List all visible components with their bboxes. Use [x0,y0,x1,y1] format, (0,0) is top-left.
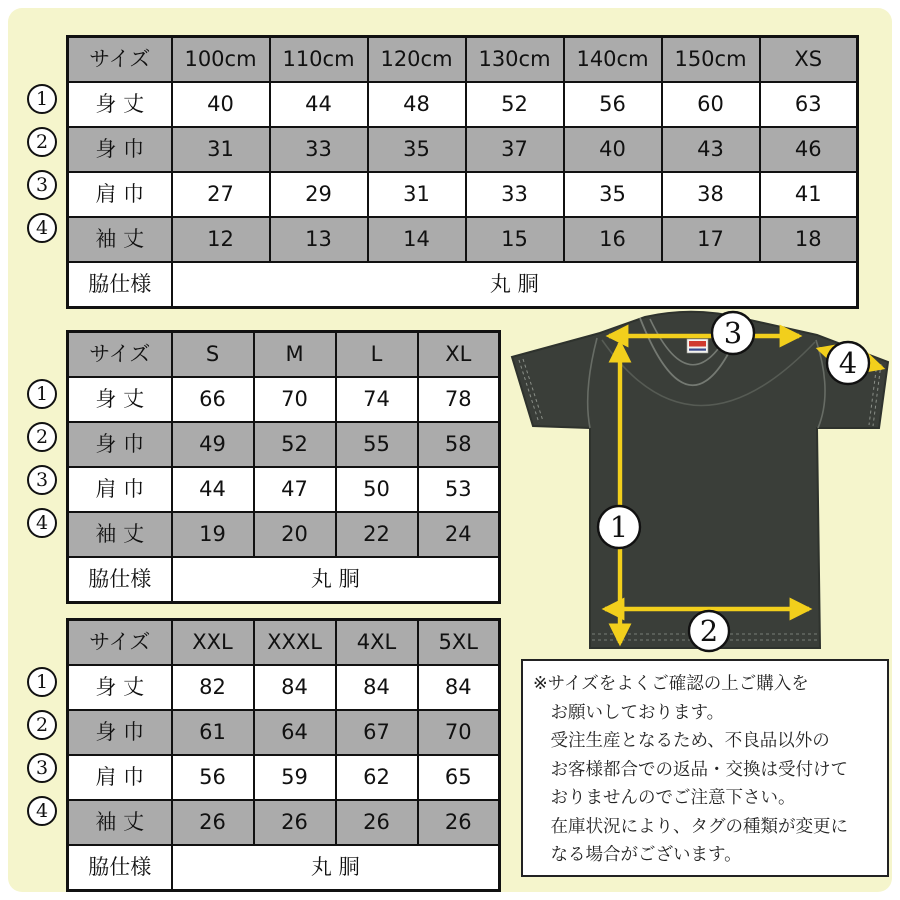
measurement-cell: 35 [564,172,662,217]
size-column-header: XL [418,332,500,378]
svg-text:4: 4 [838,346,858,380]
row-label: 袖 丈 [68,800,172,845]
measurement-cell: 74 [336,377,418,422]
svg-text:3: 3 [723,316,743,350]
circled-number-1: 1 [27,84,57,114]
measurement-cell: 48 [368,82,466,127]
table-row [68,172,858,217]
circled-number-4: 4 [27,213,57,243]
measurement-cell: 64 [254,710,336,755]
table-row [68,82,858,127]
badge-body-length [598,506,640,548]
footer-value: 丸 胴 [172,262,858,308]
big-sizes-table [66,618,501,892]
circled-number-2: 2 [27,710,57,740]
table-footer-row [68,845,500,891]
measurement-cell: 65 [418,755,500,800]
footer-label: 脇仕様 [68,845,172,891]
measurement-cell: 38 [662,172,760,217]
circled-number-1: 1 [27,667,57,697]
table-row [68,665,500,710]
measurement-cell: 29 [270,172,368,217]
measurement-cell: 50 [336,467,418,512]
measurement-cell: 70 [418,710,500,755]
collar-tag-icon [687,339,708,353]
table-row [68,217,858,262]
size-column-header: 140cm [564,37,662,83]
table-row [68,127,858,172]
measurement-cell: 44 [270,82,368,127]
measurement-cell: 53 [418,467,500,512]
measurement-cell: 63 [760,82,858,127]
measurement-cell: 49 [172,422,254,467]
circled-number-1: 1 [27,379,57,409]
size-column-header: 130cm [466,37,564,83]
measurement-cell: 15 [466,217,564,262]
big-size-table-block [35,618,501,892]
size-column-header: 4XL [336,620,418,666]
measurement-cell: 26 [336,800,418,845]
size-column-header: S [172,332,254,378]
measurement-cell: 46 [760,127,858,172]
kids-size-table-block [35,35,859,309]
circled-number-4: 4 [27,508,57,538]
table-row [68,800,500,845]
badge-body-width [689,611,729,651]
circled-number-2: 2 [27,127,57,157]
measurement-cell: 16 [564,217,662,262]
measurement-cell: 22 [336,512,418,557]
row-label: 肩 巾 [68,755,172,800]
measurement-cell: 19 [172,512,254,557]
purchase-notice-box [521,659,889,877]
size-column-header: M [254,332,336,378]
notice-line: お客様都合での返品・交換は受付けて [550,759,848,780]
badge-shoulder-width [712,312,754,354]
measurement-cell: 56 [564,82,662,127]
footer-value: 丸 胴 [172,845,500,891]
measurement-cell: 40 [172,82,270,127]
measurement-cell: 43 [662,127,760,172]
table-row [68,755,500,800]
measurement-cell: 31 [172,127,270,172]
measurement-cell: 31 [368,172,466,217]
measurement-cell: 35 [368,127,466,172]
notice-line: ※サイズをよくご確認の上ご購入を [533,674,809,694]
notice-line: 在庫状況により、タグの種類が変更に [550,816,848,837]
size-column-header: XS [760,37,858,83]
measurement-cell: 82 [172,665,254,710]
table-row [68,710,500,755]
measurement-cell: 62 [336,755,418,800]
row-label: 身 丈 [68,665,172,710]
size-column-header: XXL [172,620,254,666]
notice-line: お願いしております。 [550,702,725,723]
measurement-cell: 26 [254,800,336,845]
row-label: 袖 丈 [68,217,172,262]
measurement-cell: 33 [270,127,368,172]
table-row [68,512,500,557]
measurement-cell: 44 [172,467,254,512]
row-label: 身 巾 [68,422,172,467]
measurement-cell: 60 [662,82,760,127]
measurement-cell: 17 [662,217,760,262]
measurement-cell: 37 [466,127,564,172]
measurement-cell: 20 [254,512,336,557]
measurement-cell: 33 [466,172,564,217]
measurement-cell: 78 [418,377,500,422]
measurement-cell: 47 [254,467,336,512]
measurement-cell: 24 [418,512,500,557]
badge-sleeve-length [827,342,869,384]
row-label: 袖 丈 [68,512,172,557]
measurement-cell: 13 [270,217,368,262]
measurement-cell: 52 [254,422,336,467]
measurement-cell: 14 [368,217,466,262]
footer-label: 脇仕様 [68,262,172,308]
measurement-cell: 55 [336,422,418,467]
measurement-cell: 52 [466,82,564,127]
table-row [68,467,500,512]
measurement-cell: 84 [418,665,500,710]
size-column-header: L [336,332,418,378]
measurement-cell: 41 [760,172,858,217]
adult-size-table-block [35,330,501,604]
table-row [68,377,500,422]
notice-line: なる場合がございます。 [550,845,742,865]
row-label: 肩 巾 [68,172,172,217]
row-label: 身 丈 [68,82,172,127]
measurement-cell: 84 [336,665,418,710]
measurement-cell: 58 [418,422,500,467]
circled-number-3: 3 [27,753,57,783]
measurement-cell: 84 [254,665,336,710]
circled-number-3: 3 [27,465,57,495]
footer-label: 脇仕様 [68,557,172,603]
row-label: 身 丈 [68,377,172,422]
adult-sizes-table [66,330,501,604]
size-header-label: サイズ [68,37,172,83]
circled-number-4: 4 [27,796,57,826]
measurement-cell: 59 [254,755,336,800]
size-column-header: 5XL [418,620,500,666]
table-footer-row [68,557,500,603]
size-column-header: 150cm [662,37,760,83]
measurement-cell: 12 [172,217,270,262]
tshirt-measure-diagram [495,300,900,660]
footer-value: 丸 胴 [172,557,500,603]
notice-line: おりませんのでご注意下さい。 [550,788,796,808]
svg-text:2: 2 [699,614,719,648]
size-header-label: サイズ [68,332,172,378]
row-label: 肩 巾 [68,467,172,512]
circled-number-3: 3 [27,170,57,200]
row-label: 身 巾 [68,710,172,755]
measurement-cell: 61 [172,710,254,755]
notice-line: 受注生産となるため、不良品以外の [550,731,830,751]
table-row [68,422,500,467]
measurement-cell: 67 [336,710,418,755]
size-column-header: 120cm [368,37,466,83]
svg-text:1: 1 [609,510,629,544]
measurement-cell: 27 [172,172,270,217]
size-column-header: 110cm [270,37,368,83]
measurement-cell: 26 [172,800,254,845]
measurement-cell: 70 [254,377,336,422]
row-label: 身 巾 [68,127,172,172]
kids-sizes-table [66,35,859,309]
measurement-cell: 40 [564,127,662,172]
size-column-header: XXXL [254,620,336,666]
measurement-cell: 26 [418,800,500,845]
circled-number-2: 2 [27,422,57,452]
measurement-cell: 18 [760,217,858,262]
measurement-cell: 56 [172,755,254,800]
size-column-header: 100cm [172,37,270,83]
measurement-cell: 66 [172,377,254,422]
size-header-label: サイズ [68,620,172,666]
